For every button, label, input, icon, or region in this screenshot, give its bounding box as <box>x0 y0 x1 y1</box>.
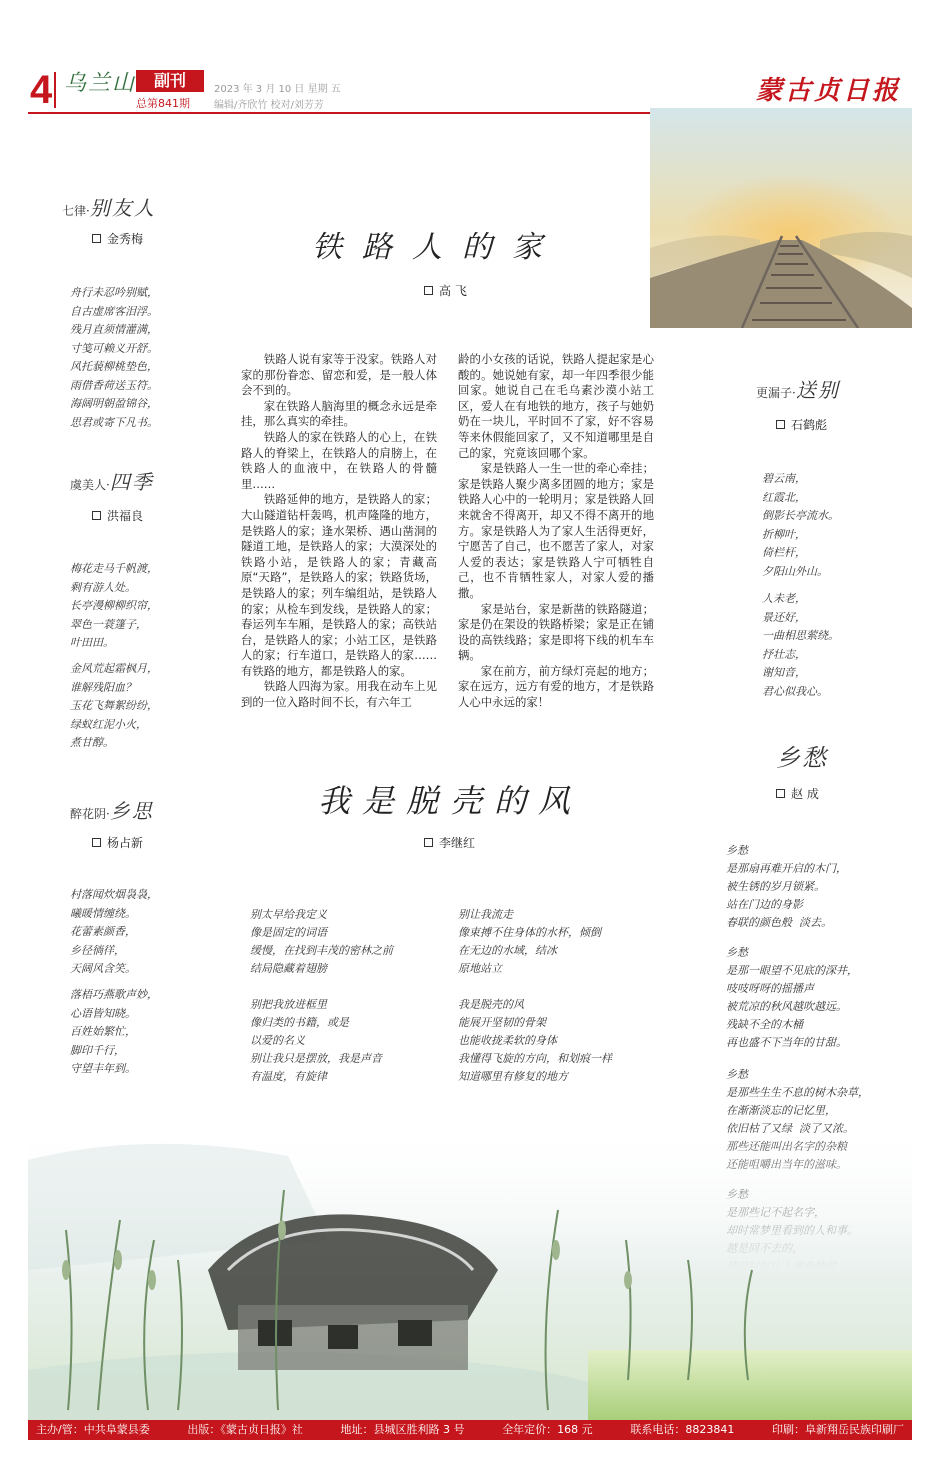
poem-author: 杨占新 <box>92 834 143 851</box>
article-column-1 <box>241 352 437 711</box>
poem-stanza: 金风荒起霜枫月， 谁解残阳血？ 玉花飞舞絮纷纷， 绿蚁红泥小火， 煮甘醇。 <box>70 662 158 749</box>
footer-bar <box>28 1420 912 1440</box>
article-title: 铁路人的家 <box>312 230 562 265</box>
poem-body: 舟行未忍吟别赋， 自古虚席客泪浮。 残月直须情灌满， 寸笺可赖义开舒。 风托藐柳桃垫色， 雨借香荷送玉符。 海阔明朝盈锦谷， 思君或寄下凡书。 <box>70 286 158 429</box>
poem-name: 四季 <box>109 470 154 494</box>
poem-stanza: 别太早给我定义 像是固定的词语 缓慢，在找到丰茂的密林之前 结局隐藏着翅膀 <box>250 908 393 975</box>
poem-main-title: 我是脱壳的风 <box>318 782 583 820</box>
poem-author: 赵 成 <box>776 785 819 802</box>
poem-author: 金秀梅 <box>92 230 143 247</box>
poem-author: 洪福良 <box>92 507 143 524</box>
publication-date: 2023 年 3 月 10 日 星期 五 <box>214 84 341 95</box>
article-column-2 <box>458 352 654 711</box>
poem-stanza: 乡愁 是那些生生不息的树木杂草， 在渐渐淡忘的记忆里， <box>726 1068 869 1117</box>
paragraph: 铁路人四海为家。用我在动车上见到的一位入路时间不长，有六年工 <box>241 679 437 710</box>
poem-title-xiang-si <box>70 795 154 824</box>
article-author: 高 飞 <box>424 282 467 299</box>
paragraph: 家在前方，前方绿灯亮起的地方；家在远方，远方有爱的地方，才是铁路人心中永远的家！ <box>458 663 654 710</box>
paragraph: 铁路延伸的地方，是铁路人的家；大山隧道钻杆轰鸣，机声隆隆的地方，是铁路人的家；逢水架桥、遇山凿洞的隧道工地，是铁路人的家；大漠深处的铁路小站，是铁路人的家；青藏高原“天路”，是铁路人的家；铁路货场，是铁路人的家；列车编组站，是铁路人的家；从检车到发线，是铁路人的家；春运列车车厢，是铁路人的家；高铁站台，是铁路人的家；小站工区，是铁路人的家；行车道口，是铁路人的家……有铁路的地方，都是铁路人的家。 <box>241 492 437 678</box>
author-box-icon <box>92 234 101 243</box>
issue-number: 总第841期 <box>136 97 190 110</box>
poem-author: 李继红 <box>424 834 475 851</box>
poem-name: 乡愁 <box>776 744 828 772</box>
author-box-icon <box>424 838 433 847</box>
poem-stanza: 人未老， 景还好， 一曲相思萦绕。 抒壮志， 谢知音， 君心似我心。 <box>762 592 839 698</box>
poem-stanza: 别让我流走 像束搏不住身体的水杯，倾倒 在无边的水域，结冰 原地站立 <box>458 908 601 975</box>
newspaper-masthead: 蒙古贞日报 <box>756 76 902 106</box>
author-box-icon <box>92 838 101 847</box>
poem-stanza: 碧云南， 红霞北， 倒影长亭流水。 折柳叶， 倚栏杆， 夕阳山外山。 <box>762 472 839 578</box>
section-name-badge: 副刊 <box>136 70 204 92</box>
poem-stanza: 乡愁 是那一眼望不见底的深井， 吱吱呀呀的摇播声 被荒凉的秋风越吹越远。 残缺不全的木桶 再也盛不下当年的甘甜。 <box>726 946 858 1049</box>
editors-credit: 编辑/齐欣竹 校对/刘芳芳 <box>214 100 324 111</box>
author-box-icon <box>776 789 785 798</box>
poem-author: 石鹤彪 <box>776 416 827 433</box>
railway-illustration <box>650 108 912 328</box>
poem-form: 虞美人· <box>70 478 110 492</box>
poem-stanza: 落梧巧燕歌声妙， 心语皆知晓。 百姓始繁忙， 脚印千行， 守望丰年到。 <box>70 988 158 1075</box>
footer-address: 地址：县城区胜利路 3 号 <box>340 1423 465 1436</box>
poem-form: 更漏子· <box>756 386 796 400</box>
paragraph: 家是铁路人一生一世的牵心牵挂；家是铁路人聚少离多团圆的地方；家是铁路人心中的一轮明月；家是铁路人回来就舍不得离开，却又不得不离开的地方。家是铁路人为了家人生活得更好，宁愿苦了自己，也不愿苦了家人，对家人爱的表达；家是铁路人宁可牺牲自己，也不肯牺牲家人，对家人爱的播撒。 <box>458 461 654 600</box>
paragraph: 家在铁路人脑海里的概念永远是牵挂，那么真实的牵挂。 <box>241 398 437 429</box>
author-box-icon <box>776 420 785 429</box>
poem-name: 别友人 <box>89 196 156 220</box>
paragraph: 家是站台，家是新凿的铁路隧道；家是仍在架设的铁路桥梁；家是正在铺设的高铁线路；家是即将下线的机车车辆。 <box>458 601 654 663</box>
poem-name: 乡思 <box>109 799 154 823</box>
footer-printer: 印刷：阜新翔岳民族印刷厂 <box>772 1423 904 1436</box>
poem-title-song-bie <box>756 374 840 403</box>
section-logo: 乌兰山 <box>64 71 137 96</box>
poem-stanza: 乡愁 是那扇再难开启的木门， 被生锈的岁月锁紧。 站在门边的身影 春联的颜色般 淡去。 <box>726 844 847 929</box>
header-divider <box>54 72 56 108</box>
poem-stanza: 我是脱壳的风 能展开坚韧的骨架 也能收拢柔软的身体 我懂得飞旋的方向，和划痕一样 知道哪里有修复的地方 <box>458 998 612 1083</box>
village-house-illustration <box>28 1120 912 1420</box>
page-number: 4 <box>30 68 53 112</box>
paragraph: 铁路人说有家等于没家。铁路人对家的那份眷恋、留恋和爱，是一般人体会不到的。 <box>241 352 437 398</box>
poem-form: 七律· <box>62 204 90 218</box>
poem-title-si-ji <box>70 466 154 495</box>
footer-publisher: 出版：《蒙古贞日报》社 <box>187 1423 303 1436</box>
author-box-icon <box>424 286 433 295</box>
footer-price: 全年定价：168 元 <box>502 1423 593 1436</box>
poem-stanza: 村落闻炊烟袅袅， 曦暖情缠绕。 花蕾素颜香， 乡径徜徉， 天阔风含笑。 <box>70 888 158 975</box>
poem-stanza: 别把我放进框里 像归类的书籍，或是 以爱的名义 别让我只是摆放，我是声音 有温度，有旋律 <box>250 998 382 1083</box>
footer-phone: 联系电话：8823841 <box>630 1423 735 1436</box>
poem-title-bie-you-ren <box>62 192 156 221</box>
poem-stanza: 梅花走马千帆渡， 剩有游人处。 长亭漫柳柳织帘， 翠色一蓑篷子， 叶田田。 <box>70 562 158 649</box>
paragraph: 龄的小女孩的话说，铁路人提起家是心酸的。她说她有家，却一年四季很少能回家。她说自己在毛乌素沙漠小站工区，爱人在有地铁的地方，孩子与她奶奶在一块儿，平时回不了家，好不容易等来休假能回家了，又不知道哪里是自己的家，究竟该回哪个家。 <box>458 352 654 460</box>
footer-sponsor: 主办/管：中共阜蒙县委 <box>36 1423 150 1436</box>
author-box-icon <box>92 511 101 520</box>
paragraph: 铁路人的家在铁路人的心上，在铁路人的脊梁上，在铁路人的肩膀上，在铁路人的血液中，在铁路人的骨髓里…… <box>241 429 437 491</box>
poem-title-xiang-chou <box>776 738 828 773</box>
poem-form: 醉花阴· <box>70 807 110 821</box>
poem-name: 送别 <box>795 378 840 402</box>
